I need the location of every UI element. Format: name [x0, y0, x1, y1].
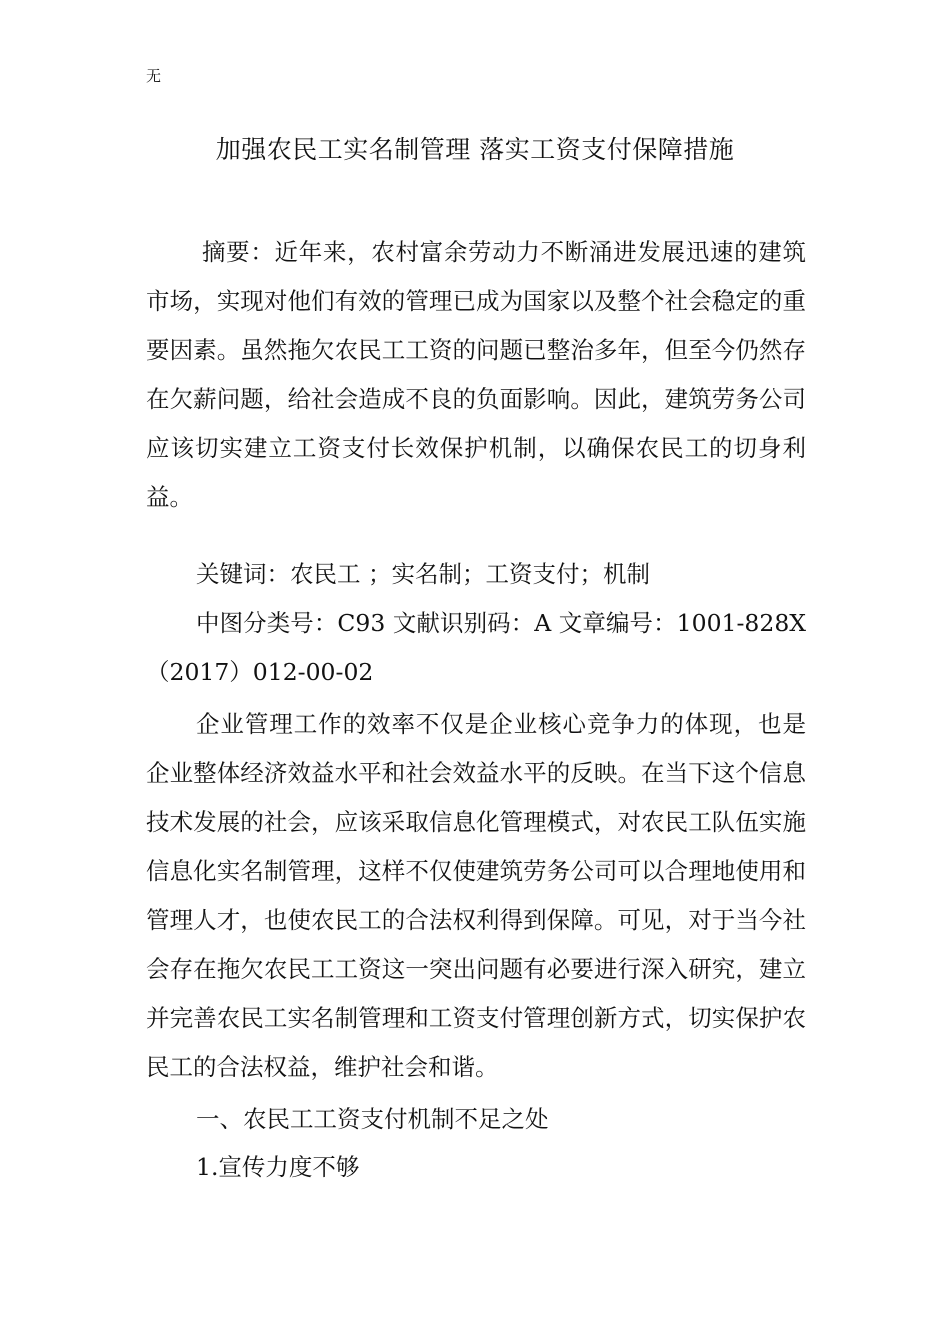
- header-mark: 无: [146, 67, 162, 85]
- intro-paragraph: 企业管理工作的效率不仅是企业核心竞争力的体现，也是企业整体经济效益水平和社会效益水平的反映。在当下这个信息技术发展的社会，应该采取信息化管理模式，对农民工队伍实施信息化实名制管理，这样不仅使建筑劳务公司可以合理地使用和管理人才，也使农民工的合法权利得到保障。可见，对于当今社会存在拖欠农民工工资这一突出问题有必要进行深入研究，建立并完善农民工实名制管理和工资支付管理创新方式，切实保护农民工的合法权益，维护社会和谐。: [146, 710, 806, 1081]
- classification-line: 中图分类号：C93 文献识别码：A 文章编号：1001-828X（2017）012-00-02: [146, 609, 806, 686]
- section-heading: 一、农民工工资支付机制不足之处: [196, 1105, 549, 1133]
- metadata-block: [146, 550, 806, 697]
- document-title: 加强农民工实名制管理 落实工资支付保障措施: [215, 135, 735, 164]
- keywords-line: 关键词：农民工 ；实名制；工资支付；机制: [196, 560, 650, 588]
- abstract-paragraph: 摘要：近年来，农村富余劳动力不断涌进发展迅速的建筑市场，实现对他们有效的管理已成为国家以及整个社会稳定的重要因素。虽然拖欠农民工工资的问题已整治多年，但至今仍然存在欠薪问题，给社会造成不良的负面影响。因此，建筑劳务公司应该切实建立工资支付长效保护机制，以确保农民工的切身利益。: [146, 238, 806, 511]
- subsection-heading: 1.宣传力度不够: [196, 1153, 360, 1181]
